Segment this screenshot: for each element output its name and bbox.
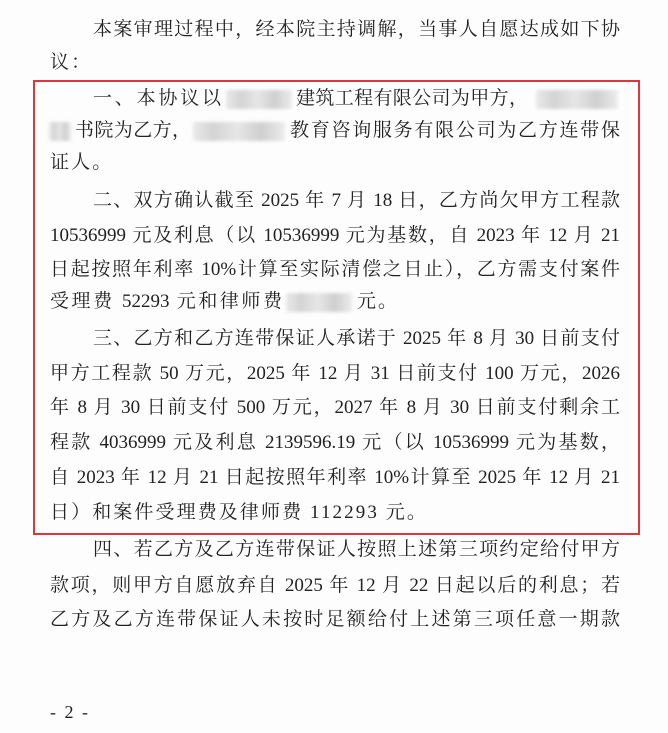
clause-1-party-b-suffix: 书院为乙方， — [75, 120, 191, 141]
clause-2-line-1: 二、双方确认截至 2025 年 7 月 18 日，乙方尚欠甲方工程款 — [93, 190, 620, 211]
clause-2-line-3: 日起按照年利率 10%计算至实际清偿之日止），乙方需支付案件 — [50, 259, 620, 280]
clause-1-party-a-suffix: 建筑工程有限公司为甲方， — [296, 88, 528, 109]
clause-1-guarantor-suffix: 教育咨询服务有限公司为乙方连带保 — [290, 120, 620, 141]
clause-1-line-2 — [0, 118, 668, 144]
preamble-line-2: 议： — [50, 52, 93, 73]
clause-2-line-4 — [0, 289, 668, 315]
clause-1-intro-text: 一、本协议以 — [93, 88, 221, 109]
redacted-lawyer-fee — [286, 293, 352, 312]
page-number: - 2 - — [50, 702, 90, 722]
clause-4-line-1: 四、若乙方及乙方连带保证人按照上述第三项约定给付甲方 — [93, 539, 620, 560]
clause-4-line-2: 款项，则甲方自愿放弃自 2025 年 12 月 22 日起以后的利息；若 — [50, 575, 620, 596]
clause-1-line-3: 证人。 — [50, 152, 114, 173]
clause-3-line-4: 程款 4036999 元及利息 2139596.19 元（以 10536999 元为基数， — [50, 432, 620, 453]
clause-2-line-2: 10536999 元及利息（以 10536999 元为基数，自 2023 年 12 月 21 — [50, 225, 620, 246]
clause-3-line-5: 自 2023 年 12 月 21 日起按照年利率 10%计算至 2025 年 12 月 21 — [50, 467, 620, 488]
clause-1-line-1 — [0, 86, 668, 112]
redacted-party-b-name-start — [536, 90, 618, 109]
clause-2-fee-text: 受理费 52293 元和律师费 — [50, 291, 282, 312]
clause-3-line-3: 年 8 月 30 日前支付 500 万元，2027 年 8 月 30 日前支付剩余工 — [50, 397, 620, 418]
redacted-party-a-name — [226, 90, 292, 109]
preamble-line-1: 本案审理过程中，经本院主持调解，当事人自愿达成如下协 — [93, 19, 620, 40]
clause-3-line-1: 三、乙方和乙方连带保证人承诺于 2025 年 8 月 30 日前支付 — [93, 328, 620, 349]
redacted-guarantor-name — [193, 122, 285, 141]
clause-3-line-2: 甲方工程款 50 万元，2025 年 12 月 31 日前支付 100 万元，2026 — [50, 363, 620, 384]
clause-3-line-6: 日）和案件受理费及律师费 112293 元。 — [50, 502, 428, 523]
redacted-party-b-name-end — [49, 122, 71, 141]
clause-4-line-3: 乙方及乙方连带保证人未按时足额给付上述第三项任意一期款 — [50, 609, 620, 630]
clause-2-fee-unit: 元。 — [357, 291, 397, 312]
